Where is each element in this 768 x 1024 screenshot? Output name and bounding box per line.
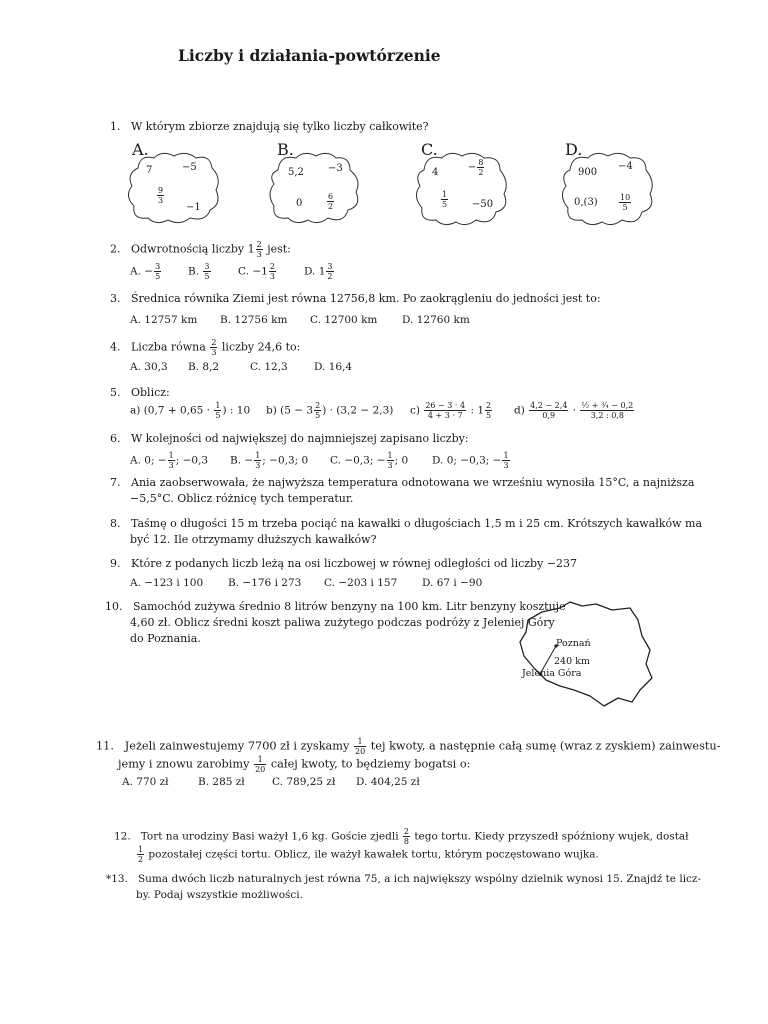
- question-text: Suma dwóch liczb naturalnych jest równa 75, a ich największy wspólny dzielnik wynosi 15. Znajdź te licz-: [137, 873, 702, 885]
- set-d-value: 900: [578, 167, 598, 178]
- question-text-line3: do Poznania.: [130, 632, 201, 645]
- question-13: [106, 871, 701, 887]
- option-b[interactable]: B. 285 zł: [198, 776, 245, 788]
- question-5: [110, 386, 170, 400]
- set-b-value: −3: [328, 163, 343, 174]
- question-1: [110, 120, 429, 134]
- set-c-fraction: $\frac{1}{5}$: [442, 190, 448, 209]
- poland-outline-icon: [512, 598, 656, 712]
- question-text: Samochód zużywa średnio 8 litrów benzyny na 100 km. Litr benzyny kosztuje: [133, 600, 566, 613]
- question-text-line2: $\frac{1}{2}$ pozostałej części tortu. Oblicz, ile ważył kawałek tortu, którym poczęstowano wujka.: [138, 845, 599, 864]
- option-b[interactable]: B. 12756 km: [220, 314, 288, 326]
- question-number: 8.: [110, 517, 121, 530]
- set-a-value: −1: [186, 202, 201, 213]
- set-b-cloud: [266, 148, 362, 226]
- option-d[interactable]: D. 404,25 zł: [356, 776, 420, 788]
- set-c-fraction: $\frac{8}{2}$: [478, 158, 484, 177]
- option-c[interactable]: C. −0,3; − $\frac{1}{3}$ ; 0: [330, 451, 409, 470]
- set-d-fraction: $\frac{10}{5}$: [620, 193, 631, 212]
- question-number: 6.: [110, 432, 121, 445]
- option-d[interactable]: D. 16,4: [314, 361, 353, 373]
- option-c[interactable]: C. −1 $\frac{2}{3}$: [238, 262, 275, 281]
- question-7: [110, 476, 694, 490]
- page-title: Liczby i działania-powtórzenie: [178, 46, 441, 65]
- option-d[interactable]: D. 1 $\frac{3}{2}$: [304, 262, 333, 281]
- question-text: W którym zbiorze znajdują się tylko liczby całkowite?: [131, 120, 429, 133]
- question-text-line2: 4,60 zł. Oblicz średni koszt paliwa zużytego podczas podróży z Jeleniej Góry: [130, 616, 555, 629]
- option-a[interactable]: A. 0; − $\frac{1}{3}$ ; −0,3: [130, 451, 209, 470]
- option-d[interactable]: D. 12760 km: [402, 314, 470, 326]
- option-c[interactable]: C. −203 i 157: [324, 577, 398, 589]
- set-b-value: 0: [296, 198, 303, 209]
- option-a[interactable]: A. −123 i 100: [130, 577, 204, 589]
- question-10: [105, 600, 566, 614]
- question-text: Ania zaobserwowała, że najwyższa temperatura odnotowana we wrześniu wynosiła 15°C, a najniższa: [131, 476, 695, 489]
- question-text-line2: −5,5°C. Oblicz różnicę tych temperatur.: [130, 492, 354, 505]
- poland-map: [512, 598, 656, 712]
- question-number: 11.: [96, 739, 114, 753]
- set-a-fraction: $\frac{9}{3}$: [158, 186, 164, 205]
- cloud-shape-a: [124, 148, 224, 226]
- set-b-value: 5,2: [288, 167, 304, 178]
- option-d[interactable]: D. 0; −0,3; − $\frac{1}{3}$: [432, 451, 509, 470]
- set-a-value: 7: [146, 165, 153, 176]
- cloud-shape-b: [266, 148, 362, 226]
- option-c[interactable]: C. 12,3: [250, 361, 288, 373]
- cloud-shape-c: [412, 148, 512, 228]
- question-number: 9.: [110, 557, 121, 570]
- cloud-shape-d: [558, 148, 658, 228]
- question-11: 11. Jeżeli zainwestujemy 7700 zł i zyskamy $\frac{1}{20}$ tej kwoty, a następnie całą sumę (wraz z zyskiem) zainwestu-: [96, 737, 721, 756]
- question-2: 2. Odwrotnością liczby 1 $\frac{2}{3}$ jest:: [110, 240, 291, 259]
- subtask-c: c) $\frac{26 - 3 \cdot 4}{4 + 3 \cdot 7}$ : 1 $\frac{2}{5}$: [410, 401, 492, 420]
- option-a[interactable]: A. 770 zł: [122, 776, 169, 788]
- set-c-cloud: 4 − $\frac{8}{2}$ $\frac{1}{5}$ −50: [412, 148, 512, 228]
- map-distance: 240 km: [554, 656, 590, 667]
- question-text: Średnica równika Ziemi jest równa 12756,8 km. Po zaokrągleniu do jedności jest to:: [131, 292, 601, 305]
- set-label-c: C.: [421, 140, 438, 159]
- question-number: *13.: [106, 873, 128, 885]
- question-text: Odwrotnością liczby 1: [131, 242, 255, 256]
- question-number: 1.: [110, 120, 121, 133]
- set-c-value: 4: [432, 167, 439, 178]
- set-a-cloud: [124, 148, 224, 226]
- option-a[interactable]: A. 12757 km: [130, 314, 198, 326]
- question-number: 5.: [110, 386, 121, 399]
- question-text-line2: by. Podaj wszystkie możliwości.: [136, 889, 303, 901]
- map-city-jelenia-gora: Jelenia Góra: [522, 668, 582, 679]
- option-c[interactable]: C. 789,25 zł: [272, 776, 336, 788]
- subtask-a: a) (0,7 + 0,65 · $\frac{1}{5}$ ) : 10: [130, 401, 251, 420]
- option-a[interactable]: A. − $\frac{3}{5}$: [130, 262, 161, 281]
- option-b[interactable]: B. − $\frac{1}{3}$ ; −0,3; 0: [230, 451, 309, 470]
- question-text: W kolejności od największej do najmniejszej zapisano liczby:: [131, 432, 469, 445]
- option-b[interactable]: B. 8,2: [188, 361, 220, 373]
- question-4: 4. Liczba równa $\frac{2}{3}$ liczby 24,6 to:: [110, 338, 301, 357]
- question-number: 3.: [110, 292, 121, 305]
- set-b-fraction: $\frac{6}{2}$: [328, 192, 334, 211]
- question-number: 10.: [105, 600, 123, 613]
- question-number: 12.: [114, 830, 131, 843]
- set-c-value: −50: [472, 199, 494, 210]
- subtask-b: b) (5 − 3 $\frac{2}{5}$ ) · (3,2 − 2,3): [266, 401, 394, 420]
- option-d[interactable]: D. 67 i −90: [422, 577, 483, 589]
- question-number: 4.: [110, 340, 121, 354]
- option-a[interactable]: A. 30,3: [130, 361, 168, 373]
- question-6: [110, 432, 469, 446]
- question-text-line2: jemy i znowu zarobimy $\frac{1}{20}$ całej kwoty, to będziemy bogatsi o:: [118, 755, 471, 774]
- question-8: [110, 517, 702, 531]
- question-text: Które z podanych liczb leżą na osi liczbowej w równej odległości od liczby −237: [131, 557, 578, 570]
- question-text: Taśmę o długości 15 m trzeba pociąć na kawałki o długościach 1,5 m i 25 cm. Krótszych kawałków ma: [131, 517, 703, 530]
- question-12: 12. Tort na urodziny Basi ważył 1,6 kg. Goście zjedli $\frac{2}{8}$ tego tortu. Kiedy przyszedł spóźniony wujek, dostał: [114, 827, 689, 846]
- set-label-d: D.: [565, 140, 583, 159]
- question-3: [110, 292, 601, 306]
- question-text-line2: być 12. Ile otrzymamy dłuższych kawałków?: [130, 533, 377, 546]
- set-d-value: 0,(3): [574, 197, 598, 208]
- question-number: 2.: [110, 242, 121, 256]
- set-label-a: A.: [132, 140, 149, 159]
- option-b[interactable]: B. $\frac{3}{5}$: [188, 262, 210, 281]
- set-d-value: −4: [618, 161, 633, 172]
- question-text: Oblicz:: [131, 386, 170, 399]
- option-c[interactable]: C. 12700 km: [310, 314, 378, 326]
- set-d-cloud: [558, 148, 658, 228]
- option-b[interactable]: B. −176 i 273: [228, 577, 302, 589]
- question-9: [110, 557, 577, 571]
- question-number: 7.: [110, 476, 121, 489]
- set-a-value: −5: [182, 162, 197, 173]
- set-label-b: B.: [277, 140, 294, 159]
- subtask-d: d) $\frac{4,2 - 2,4}{0,9}$ · $\frac{\text{½ + ¾ − 0,2}}{3,2 : 0,8}$: [514, 401, 634, 420]
- map-city-poznan: Poznań: [556, 638, 591, 649]
